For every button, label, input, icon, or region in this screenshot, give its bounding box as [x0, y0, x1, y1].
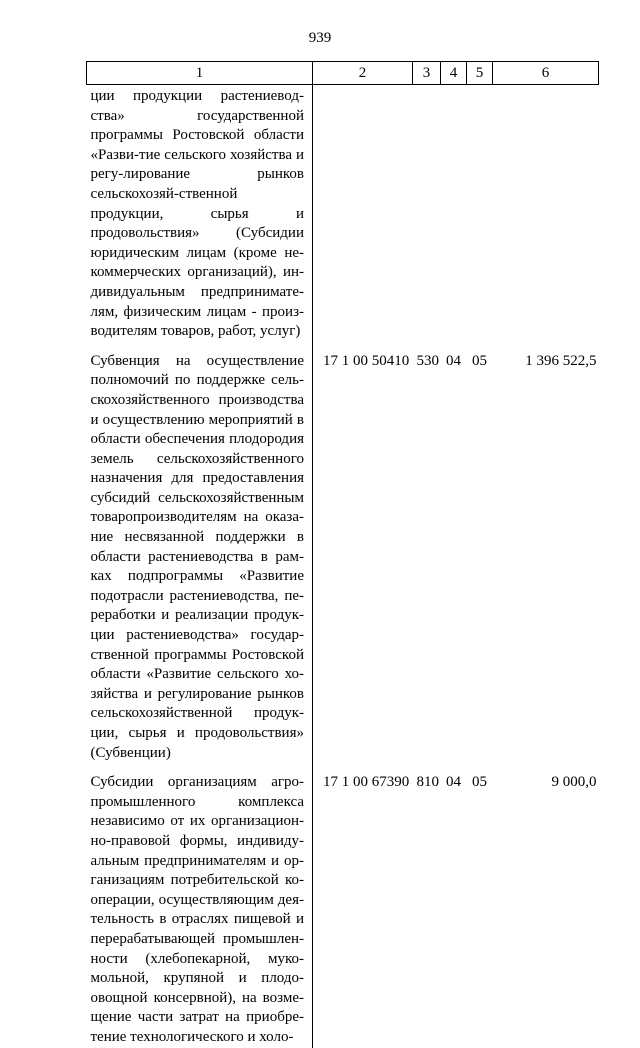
row-amount — [493, 85, 599, 350]
row-amount: 1 396 522,5 — [525, 352, 597, 369]
header-col-5: 5 — [467, 62, 493, 85]
row-target-article: 17 1 00 67390 — [323, 774, 410, 791]
row-section: 04 — [446, 774, 461, 791]
header-col-6: 6 — [493, 62, 599, 85]
budget-table — [86, 61, 599, 1048]
row-name: ции продукции растениевод-ства» государственной программы Ростовской области «Разви-тие сельского хозяйства и регу-лирование рынков сельскохозяй-ственной продукции, сырья и продовольствия» (Субсидии юридическим лицам (кроме не-коммерческих организаций), ин-дивидуальным предпринимате-лям, физическим лицам - произ-водителям товаров, работ, услуг) — [87, 85, 313, 350]
row-section: 04 — [446, 352, 461, 369]
row-amount: 9 000,0 — [551, 774, 597, 791]
table-row — [87, 85, 599, 350]
row-name: Субсидии организациям агро-промышленного комплекса независимо от их организацион-но-правовой формы, индивиду-альным предпринимателям и ор-ганизациям потребительской ко-операции, осуществляющим дея-тельность в отраслях пищевой и перерабатывающей промышлен-ности (хлебопекарной, муко-мольной, крупяной и плодо-овощной консервной), на возме-щение части затрат на приобре-тение технологического и холо- — [87, 773, 313, 1047]
row-expense-type: 810 — [416, 774, 439, 791]
row-expense-type: 530 — [416, 352, 439, 369]
row-target-article — [313, 85, 413, 350]
table-row — [87, 773, 599, 1047]
row-target-article: 17 1 00 50410 — [323, 352, 410, 369]
table-row — [87, 350, 599, 773]
header-col-1: 1 — [87, 62, 313, 85]
header-col-4: 4 — [441, 62, 467, 85]
row-subsection: 05 — [472, 352, 487, 369]
row-subsection — [467, 85, 493, 350]
table-header-row — [87, 62, 599, 85]
row-name: Субвенция на осуществление полномочий по поддержке сель-скохозяйственного производства и осуществлению мероприятий в области обеспечения плодородия земель сельскохозяйственного назначения для предоставления субсидий сельскохозяйственным товаропроизводителям на оказа-ние несвязанной поддержки в области растениеводства в рам-ках подпрограммы «Развитие подотрасли растениеводства, пе-реработки и реализации продук-ции растениеводства» государ-ственной программы Ростовской области «Развитие сельского хо-зяйства и регулирование рынков сельскохозяйственной продук-ции, сырья и продовольствия» (Субвенции) — [87, 350, 313, 773]
header-col-2: 2 — [313, 62, 413, 85]
header-col-3: 3 — [413, 62, 441, 85]
row-expense-type — [413, 85, 441, 350]
row-section — [441, 85, 467, 350]
page-number: 939 — [308, 30, 332, 46]
row-subsection: 05 — [472, 774, 487, 791]
